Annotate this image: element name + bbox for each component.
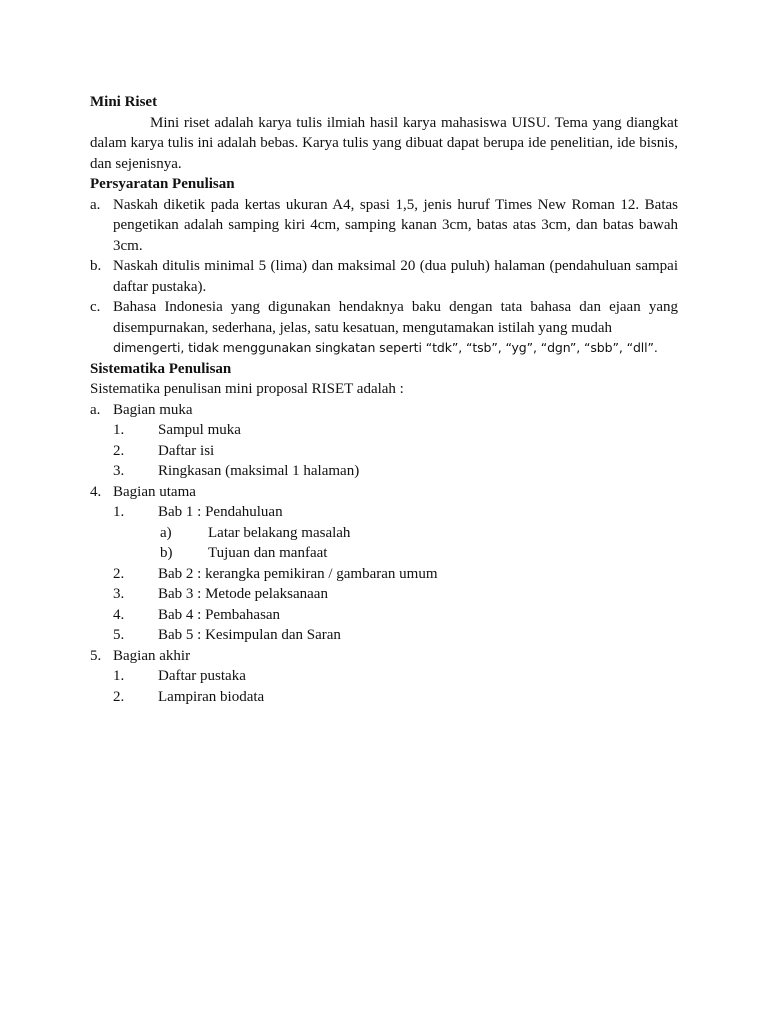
list-marker: c. bbox=[90, 299, 101, 315]
systematics-heading: Sistematika Penulisan bbox=[90, 360, 232, 377]
list-marker: a) bbox=[160, 524, 172, 541]
sub-list-item bbox=[90, 523, 678, 544]
list-marker: 1. bbox=[113, 668, 125, 684]
list-marker: a. bbox=[90, 401, 101, 418]
section-item-akhir bbox=[90, 646, 678, 667]
list-item-text: Bab 3 : Metode pelaksanaan bbox=[158, 586, 328, 602]
list-marker: 4. bbox=[113, 606, 125, 623]
list-item-text: Daftar isi bbox=[158, 442, 215, 459]
requirements-heading: Persyaratan Penulisan bbox=[90, 176, 235, 192]
list-item bbox=[90, 195, 678, 257]
intro-paragraph: Mini riset adalah karya tulis ilmiah hasil karya mahasiswa UISU. Tema yang diangkat dalam karya tulis ini adalah bebas. Karya tulis yang dibuat dapat berupa ide penelitian, ide bisnis, dan sejenisnya. bbox=[90, 114, 678, 172]
list-item-text: Ringkasan (maksimal 1 halaman) bbox=[158, 463, 360, 479]
list-marker: b) bbox=[160, 545, 173, 561]
list-item-text: Bab 5 : Kesimpulan dan Saran bbox=[158, 627, 341, 643]
document-page bbox=[90, 92, 678, 707]
section-item-utama bbox=[90, 482, 678, 503]
list-item bbox=[90, 584, 678, 605]
list-item-text: Bahasa Indonesia yang digunakan hendaknya baku dengan tata bahasa dan ejaan yang disempurnakan, sederhana, jelas, satu kesatuan, mengutamakan istilah yang mudah bbox=[113, 299, 678, 336]
list-item-text: Bab 1 : Pendahuluan bbox=[158, 504, 283, 520]
section-label: Bagian akhir bbox=[113, 647, 191, 664]
list-marker: 5. bbox=[90, 647, 102, 664]
list-marker: 1. bbox=[113, 422, 125, 438]
list-marker: 2. bbox=[113, 565, 125, 582]
list-item bbox=[90, 605, 678, 626]
list-marker: 4. bbox=[90, 483, 102, 500]
list-item-text: Lampiran biodata bbox=[158, 688, 265, 705]
section-item-muka bbox=[90, 400, 678, 421]
list-marker: 3. bbox=[113, 586, 125, 602]
list-marker: 3. bbox=[113, 463, 125, 479]
list-item-text: Bab 4 : Pembahasan bbox=[158, 606, 281, 623]
sub-list-item bbox=[90, 543, 678, 564]
list-item bbox=[90, 625, 678, 646]
list-item bbox=[90, 666, 678, 687]
list-item-text: Bab 2 : kerangka pemikiran / gambaran umum bbox=[158, 565, 438, 582]
list-marker: 1. bbox=[113, 504, 125, 520]
list-item bbox=[90, 441, 678, 462]
list-marker: 2. bbox=[113, 688, 125, 705]
list-item bbox=[90, 461, 678, 482]
list-marker: a. bbox=[90, 196, 101, 213]
list-item bbox=[90, 502, 678, 523]
list-item bbox=[90, 297, 678, 359]
section-label: Bagian muka bbox=[113, 401, 193, 418]
list-item-text: Naskah diketik pada kertas ukuran A4, spasi 1,5, jenis huruf Times New Roman 12. Batas pengetikan adalah samping kiri 4cm, samping kanan 3cm, batas atas 3cm, dan batas bawah 3cm. bbox=[113, 196, 678, 254]
list-item-text: Sampul muka bbox=[158, 422, 241, 438]
list-marker: b. bbox=[90, 258, 102, 274]
list-item-text: Naskah ditulis minimal 5 (lima) dan maksimal 20 (dua puluh) halaman (pendahuluan sampai daftar pustaka). bbox=[113, 258, 678, 295]
list-marker: 2. bbox=[113, 442, 125, 459]
list-item-text-tail: dimengerti, tidak menggunakan singkatan seperti “tdk”, “tsb”, “yg”, “dgn”, “sbb”, “dll”. bbox=[113, 340, 658, 355]
list-item bbox=[90, 564, 678, 585]
list-marker: 5. bbox=[113, 627, 125, 643]
list-item bbox=[90, 420, 678, 441]
list-item bbox=[90, 687, 678, 708]
section-label: Bagian utama bbox=[113, 483, 196, 500]
list-item-text: Daftar pustaka bbox=[158, 668, 246, 684]
title-heading: Mini Riset bbox=[90, 94, 158, 110]
list-item-text: Tujuan dan manfaat bbox=[208, 545, 328, 561]
systematics-intro: Sistematika penulisan mini proposal RISET adalah : bbox=[90, 381, 404, 397]
list-item bbox=[90, 256, 678, 297]
list-item-text: Latar belakang masalah bbox=[208, 524, 351, 541]
